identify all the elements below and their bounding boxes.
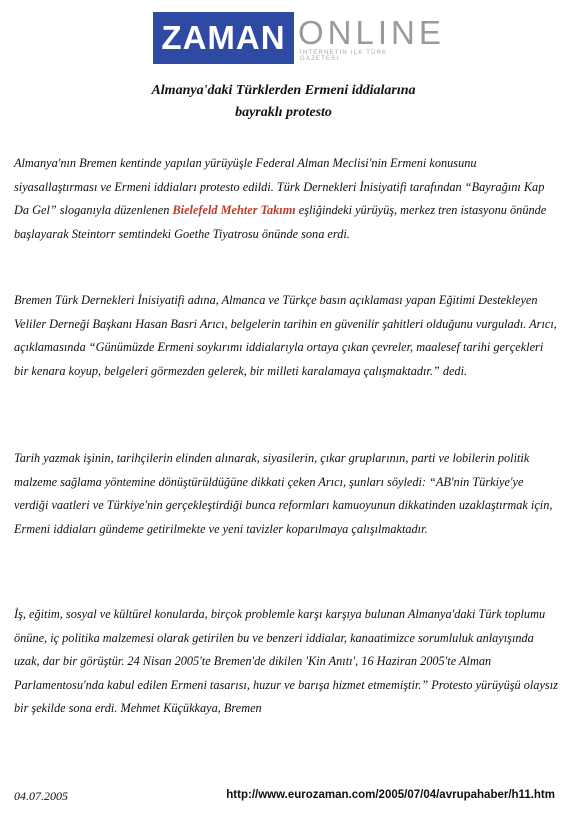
bielefeld-mehter-link[interactable]: Bielefeld Mehter Takımı <box>172 203 296 217</box>
paragraph-4: İş, eğitim, sosyal ve kültürel konularda, birçok problemle karşı karşıya bulunan Almanya'daki Türk toplumu önüne, iç politika malzemesi olarak getirilen bu ve benzeri iddialar, kanaatimizce sorumluluk anlayışında uzak, dar bir görüştür. 24 Nisan 2005'te Bremen'de dikilen 'Kin Anıtı', 16 Haziran 2005'te Alman Parlamentosu'nda kabul edilen Ermeni tasarısı, huzur ve barışa hizmet etmemiştir.” Protesto yürüyüşü olaysız bir şekilde sona erdi. Mehmet Küçükkaya, Bremen <box>14 607 558 715</box>
title-line-2: bayraklı protesto <box>235 105 332 120</box>
paragraph-1-part-b: eşliğindeki yürüyüş, merkez tren istasyonu önünde başlayarak Steintorr semtindeki Goethe Tiyatrosu önünde sona erdi. <box>14 203 547 241</box>
paragraph-1 <box>14 152 559 246</box>
paragraph-1-part-a: Almanya'nın Bremen kentinde yapılan yürüyüşle Federal Alman Meclisi'nin Ermeni konusunu siyasallaştırması ve Ermeni iddiaları protesto edildi. Türk Dernekleri İnisiyatifi tarafından “Bayrağını Kap Da Gel” sloganıyla düzenlenen <box>14 156 545 217</box>
paragraph-2: Bremen Türk Dernekleri İnisiyatifi adına, Almanca ve Türkçe basın açıklaması yapan Eğitimi Destekleyen Veliler Derneği Başkanı Hasan Basri Arıcı, belgelerin tarihin en güvenilir şahitleri olduğunu vurguladı. Arıcı, açıklamasında “Günümüzde Ermeni soykırımı iddialarıyla ortaya çıkan çevreler, maalesef tarihi gerçekleri bir kenara koyup, belgeleri görmezden gelerek, bir milleti karalamaya çalışmaktadır.” dedi. <box>14 293 557 378</box>
title-line-1: Almanya'daki Türklerden Ermeni iddialarına <box>151 83 416 98</box>
paragraph-3: Tarih yazmak işinin, tarihçilerin elinden alınarak, siyasilerin, çıkar gruplarının, parti ve lobilerin politik malzeme sağlama yöntemine dönüştürüldüğüne dikkati çeken Arıcı, şunları söyledi: “AB'nin Türkiye'ye verdiği vaatleri ve Türkiye'nin gerçekleştirdiği bunca reformları kamuoyunun dikkatinden uzaklaştırmak için, Ermeni iddiaları gündeme getirilmekte ve yeni tavizler koparılmaya çalışılmaktadır. <box>14 451 553 536</box>
zaman-online-logo <box>153 12 445 64</box>
logo-online-text: ONLINE <box>298 14 445 51</box>
article-title <box>0 80 567 124</box>
logo-zaman-text: ZAMAN <box>153 12 294 64</box>
source-url: http://www.eurozaman.com/2005/07/04/avrupahaber/h11.htm <box>226 789 555 801</box>
publish-date: 04.07.2005 <box>14 789 68 803</box>
logo-tagline: İNTERNETIN ILK TÜRK GAZETESI <box>300 50 388 62</box>
